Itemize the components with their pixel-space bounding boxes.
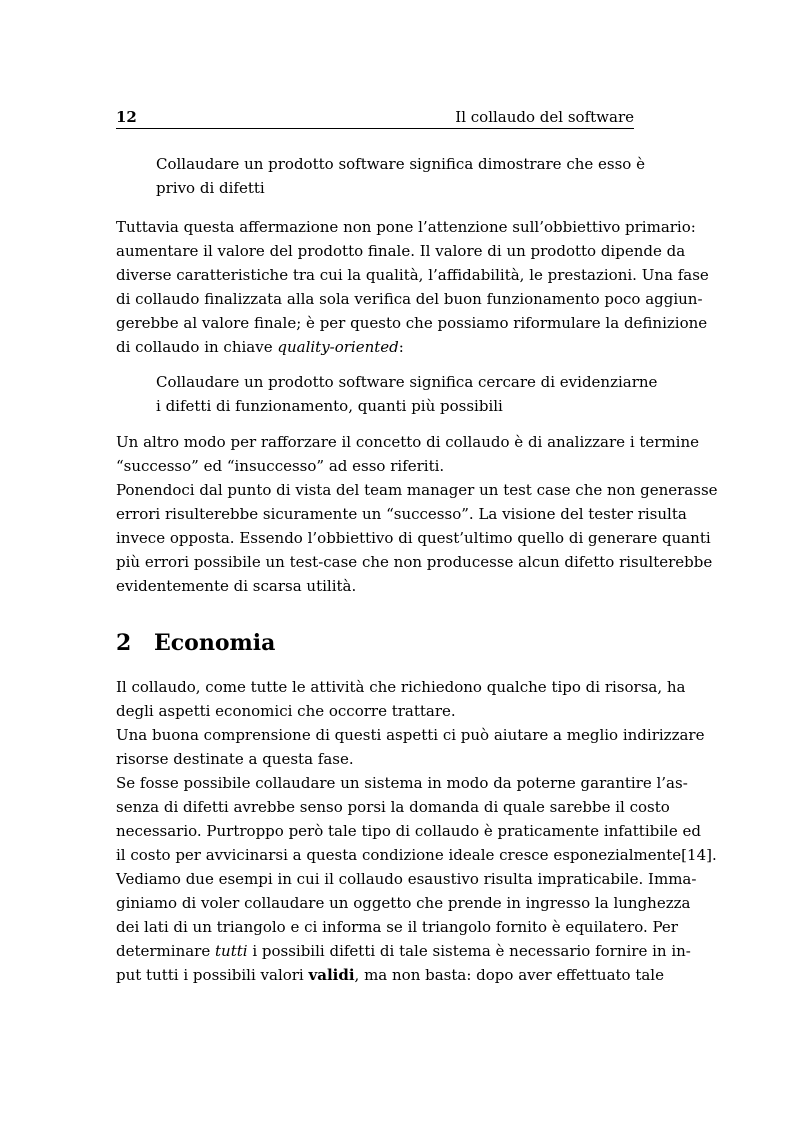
quote-definition-1 (156, 152, 645, 200)
paragraph3-line-6: senza di difetti avrebbe senso porsi la domanda di quale sarebbe il costo (116, 798, 670, 816)
paragraph3-line-9: Vediamo due esempi in cui il collaudo esaustivo risulta impraticabile. Imma- (116, 870, 697, 888)
paragraph1-line-5: gerebbe al valore finale; è per questo che possiamo riformulare la definizione (116, 314, 708, 332)
paragraph3-line-5: Se fosse possibile collaudare un sistema in modo da poterne garantire l’as- (116, 774, 688, 792)
paragraph3-line-4: risorse destinate a questa fase. (116, 750, 354, 768)
page-header (116, 106, 634, 129)
paragraph3-line-12 (116, 939, 691, 963)
paragraph3-line-12-prefix: determinare (116, 942, 215, 960)
tutti-emphasis: tutti (215, 942, 248, 960)
section-number: 2 (116, 630, 132, 656)
quote2-line-2: i difetti di funzionamento, quanti più possibili (156, 397, 503, 415)
paper-page (116, 0, 718, 1123)
validi-emphasis: validi (308, 966, 355, 984)
paragraph2-line-5: invece opposta. Essendo l’obbiettivo di quest’ultimo quello di generare quanti (116, 529, 711, 547)
paragraph2-line-4: errori risulterebbe sicuramente un “successo”. La visione del tester risulta (116, 505, 687, 523)
quote-definition-2 (156, 370, 658, 418)
paragraph3-line-1: Il collaudo, come tutte le attività che richiedono qualche tipo di risorsa, ha (116, 678, 686, 696)
paragraph2-line-2: “successo” ed “insuccesso” ad esso riferiti. (116, 457, 445, 475)
paragraph1-line-4: di collaudo finalizzata alla sola verifica del buon funzionamento poco aggiun- (116, 290, 703, 308)
quote1-line-2: privo di difetti (156, 179, 265, 197)
paragraph3-line-11: dei lati di un triangolo e ci informa se il triangolo fornito è equilatero. Per (116, 918, 678, 936)
paragraph1-line-3: diverse caratteristiche tra cui la qualità, l’affidabilità, le prestazioni. Una fase (116, 266, 709, 284)
paragraph-2 (116, 430, 718, 598)
paragraph1-line-2: aumentare il valore del prodotto finale. Il valore di un prodotto dipende da (116, 242, 686, 260)
page-number: 12 (116, 108, 137, 126)
paragraph3-line-13-prefix: put tutti i possibili valori (116, 966, 309, 984)
paragraph1-line-6-suffix: : (398, 338, 404, 356)
paragraph2-line-6: più errori possibile un test-case che non producesse alcun difetto risulterebbe (116, 553, 713, 571)
section-heading (116, 628, 275, 658)
paragraph-3 (116, 675, 717, 987)
paragraph2-line-3: Ponendoci dal punto di vista del team manager un test case che non generasse (116, 481, 718, 499)
paragraph3-line-3: Una buona comprensione di questi aspetti ci può aiutare a meglio indirizzare (116, 726, 705, 744)
paragraph3-line-13 (116, 963, 664, 987)
paragraph3-line-8: il costo per avvicinarsi a questa condizione ideale cresce esponezialmente[14]. (116, 846, 717, 864)
paragraph3-line-13-suffix: , ma non basta: dopo aver effettuato tale (354, 966, 664, 984)
paragraph2-line-1: Un altro modo per rafforzare il concetto di collaudo è di analizzare i termine (116, 433, 700, 451)
quote2-line-1: Collaudare un prodotto software significa cercare di evidenziarne (156, 373, 658, 391)
paragraph3-line-2: degli aspetti economici che occorre trattare. (116, 702, 456, 720)
paragraph3-line-10: giniamo di voler collaudare un oggetto che prende in ingresso la lunghezza (116, 894, 691, 912)
section-title: Economia (154, 630, 276, 656)
quality-oriented-emphasis: quality-oriented (277, 338, 399, 356)
paragraph1-line-6-prefix: di collaudo in chiave (116, 338, 278, 356)
paragraph3-line-12-suffix: i possibili difetti di tale sistema è necessario fornire in in- (247, 942, 691, 960)
quote1-line-1: Collaudare un prodotto software significa dimostrare che esso è (156, 155, 645, 173)
paragraph1-line-1: Tuttavia questa affermazione non pone l’attenzione sull’obbiettivo primario: (116, 218, 696, 236)
paragraph2-line-7: evidentemente di scarsa utilità. (116, 577, 357, 595)
paragraph-1 (116, 215, 709, 359)
running-title: Il collaudo del software (455, 108, 634, 126)
paragraph1-line-6 (116, 335, 634, 359)
paragraph3-line-7: necessario. Purtroppo però tale tipo di collaudo è praticamente infattibile ed (116, 822, 701, 840)
